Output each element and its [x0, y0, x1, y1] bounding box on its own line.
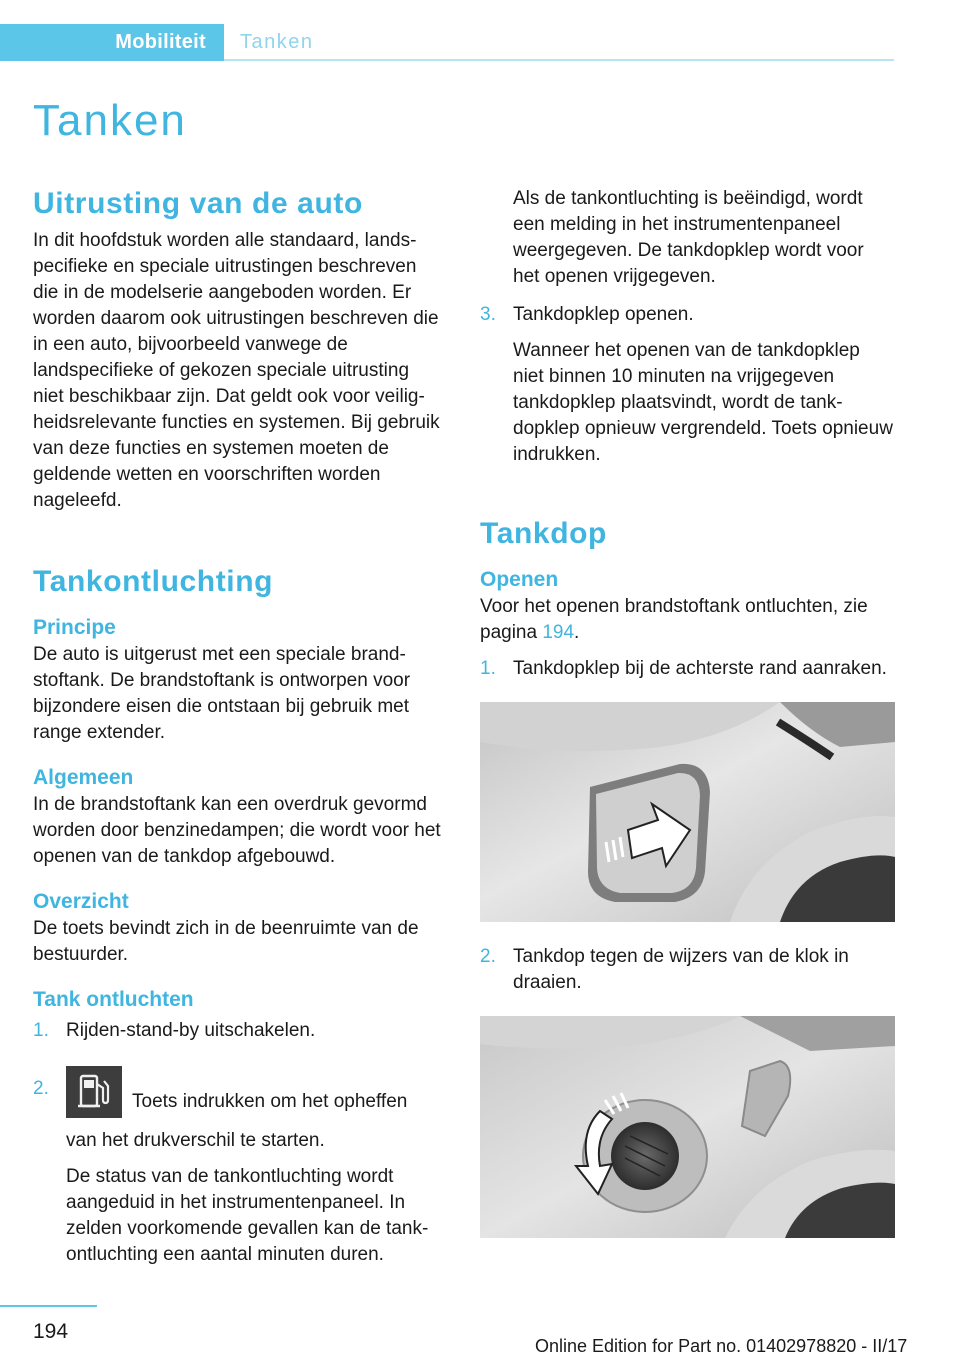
page-title: Tanken	[33, 96, 187, 145]
overview-text: De toets bevindt zich in de beenruimte van de bestuurder.	[33, 918, 419, 965]
footer-divider	[0, 1305, 97, 1307]
equipment-heading: Uitrusting van de auto	[33, 187, 363, 220]
list-item	[480, 302, 895, 468]
left-column	[33, 186, 443, 1268]
header-divider	[224, 59, 894, 61]
page-tab-label: Tanken	[240, 31, 314, 53]
venting-heading: Tankontluchting	[33, 565, 274, 598]
open-heading: Openen	[480, 568, 559, 591]
equipment-text: In dit hoofdstuk worden alle standaard, landspecifieke en speciale uitrustingen beschreven die in de modelserie aangeboden worden. Er worden daarom ook uitrustingen beschreven die in een auto, bijvoorbeeld vanwege de landspecifieke of gekozen speciale uitrusting niet beschikbaar zijn. Dat geldt ook voor veiligheidsrelevante functies en systemen. Bij gebruik van deze functies en systemen moeten de geldende wetten en voorschriften worden nageleefd.	[33, 230, 440, 511]
right-column	[480, 186, 895, 1238]
fuel-cap-photo	[480, 1016, 895, 1238]
section-tab-label: Mobiliteit	[115, 31, 206, 53]
continued-text: Als de tankontluchting is beëindigd, wordt een melding in het instrumentenpaneel weergegeven. De tankdopklep wordt voor het openen vrijgegeven.	[513, 188, 864, 287]
open-text	[480, 594, 895, 646]
fuel-flap-photo	[480, 702, 895, 922]
general-text: In de brandstoftank kan een overdruk gevormd worden door benzinedampen; die wordt voor het openen van de tankdop afgebouwd.	[33, 794, 441, 867]
principle-heading: Principe	[33, 616, 116, 639]
list-number: 1.	[33, 1020, 49, 1041]
list-number: 3.	[480, 304, 496, 325]
list-item	[33, 1066, 443, 1268]
page-link[interactable]: 194	[542, 622, 575, 643]
list-text-wrap	[66, 1066, 443, 1154]
open-text-start: Voor het openen brandstoftank ontluchten, zie pagina	[480, 596, 868, 643]
fuel-pump-button-icon	[66, 1066, 122, 1118]
cap-heading: Tankdop	[480, 517, 607, 550]
list-text: Tankdop tegen de wijzers van de klok in draaien.	[513, 946, 849, 993]
list-item	[480, 656, 895, 682]
overview-heading: Overzicht	[33, 890, 129, 913]
list-text: Tankdopklep bij de achterste rand aanraken.	[513, 658, 887, 679]
list-number: 1.	[480, 658, 496, 679]
principle-text: De auto is uitgerust met een speciale brandstoftank. De brandstoftank is ontworpen voor bijzondere eisen die ontstaan bij gebruik met range extender.	[33, 644, 411, 743]
edition-note: Online Edition for Part no. 01402978820 - II/17	[535, 1336, 908, 1356]
page-number: 194	[33, 1320, 69, 1343]
list-number: 2.	[33, 1078, 49, 1099]
list-text: Toets indrukken om het opheffen van het drukverschil te starten.	[66, 1091, 408, 1151]
general-heading: Algemeen	[33, 766, 134, 789]
list-note: De status van de tankontluchting wordt aangeduid in het instrumentenpaneel. In zelden voorkomende gevallen kan de tankontluchting een aantal minuten duren.	[66, 1166, 429, 1265]
list-note: Wanneer het openen van de tankdopklep niet binnen 10 minuten na vrijgegeven tankdopklep plaatsvindt, wordt de tankdopklep opnieuw vergrendeld. Toets opnieuw indrukken.	[513, 340, 893, 465]
list-item	[33, 1018, 443, 1044]
list-item-continued	[480, 186, 895, 290]
page-tab[interactable]	[240, 24, 314, 61]
vent-tank-heading: Tank ontluchten	[33, 988, 194, 1011]
list-number: 2.	[480, 946, 496, 967]
section-tab[interactable]	[0, 24, 224, 61]
list-text: Tankdopklep openen.	[513, 304, 694, 325]
open-text-end: .	[574, 622, 580, 643]
list-text: Rijden-stand-by uitschakelen.	[66, 1020, 316, 1041]
list-item	[480, 944, 895, 996]
